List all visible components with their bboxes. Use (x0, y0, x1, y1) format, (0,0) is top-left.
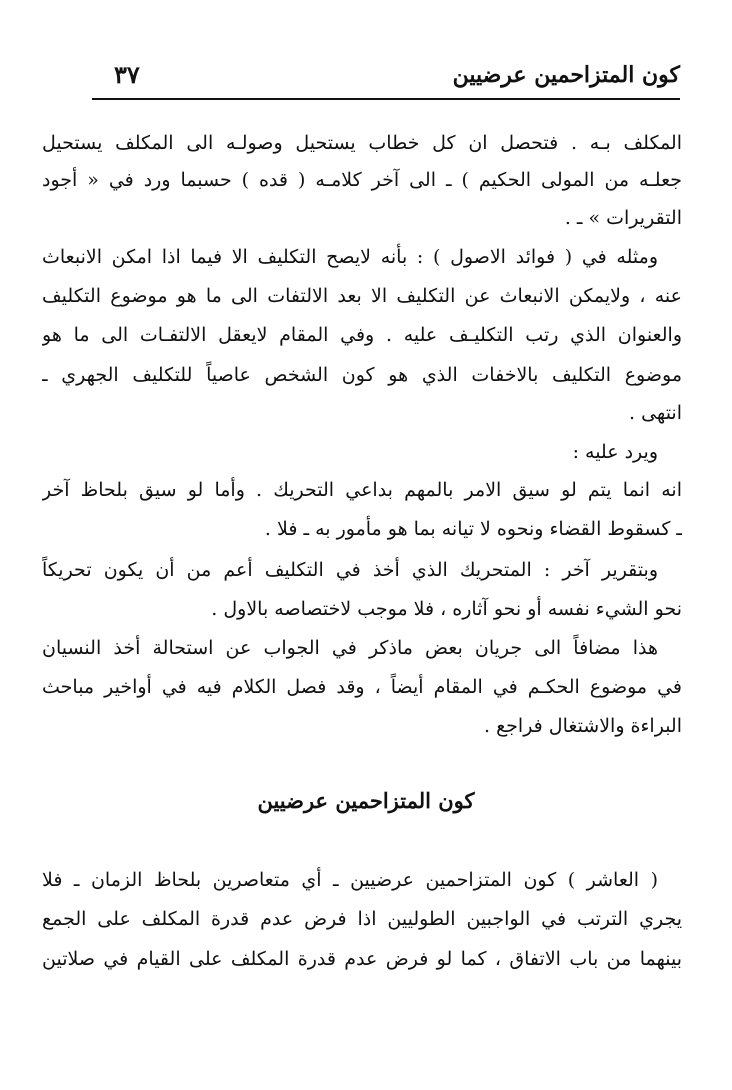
text-line: نحو الشيء نفسه أو نحو آثاره ، فلا موجب لاختصاصه بالاول . (211, 598, 682, 620)
running-header-title: كون المتزاحمين عرضيين (452, 62, 680, 88)
text-line: في موضوع الحكـم في المقام أيضاً ، وقد فصل الكلام فيه في أواخير مباحث (42, 676, 682, 698)
text-line: والعنوان الذي رتب التكليـف عليه . وفي المقام لايعقل الالتفـات الى ما هو (42, 324, 682, 346)
text-line: موضوع التكليف بالاخفات الذي هو كون الشخص عاصياً للتكليف الجهري ـ (42, 364, 682, 386)
header-rule (92, 98, 680, 100)
text-line: التقريرات » ـ . (564, 207, 682, 229)
page-number: ٣٧ (114, 60, 140, 89)
text-line: يجري الترتب في الواجبين الطوليين اذا فرض عدم قدرة المكلف على الجمع (42, 908, 682, 930)
paragraph-start-line: ويرد عليه : (572, 441, 658, 463)
text-line: جعلـه من المولى الحكيم ) ـ الى آخر كلامـه ( قده ) حسبما ورد في « أجود (42, 169, 682, 191)
text-line: بينهما من باب الاتفاق ، كما لو فرض عدم قدرة المكلف على القيام في صلاتين (42, 948, 682, 970)
paragraph-start-line: ومثله في ( فوائد الاصول ) : بأنه لايصح التكليف الا فيما اذا امكن الانبعاث (42, 246, 658, 268)
text-line: المكلف بـه . فتحصل ان كل خطاب يستحيل وصولـه الى المكلف يستحيل (42, 132, 682, 154)
text-line: عنه ، ولايمكن الانبعاث عن التكليف الا بعد الالتفات الى ما هو موضوع التكليف (42, 285, 682, 307)
running-header (92, 60, 680, 96)
text-line: ـ كسقوط القضاء ونحوه لا تيانه بما هو مأمور به ـ فلا . (264, 518, 682, 540)
text-line: انتهى . (629, 402, 682, 424)
text-line: البراءة والاشتغال فراجع . (483, 715, 682, 737)
section-heading: كون المتزاحمين عرضيين (257, 788, 475, 813)
paragraph-start-line: وبتقرير آخر : المتحريك الذي أخذ في التكليف أعم من أن يكون تحريكاً (42, 559, 658, 581)
paragraph-start-line: هذا مضافاً الى جريان بعض ماذكر في الجواب عن استحالة أخذ النسيان (42, 637, 658, 659)
paragraph-start-line: ( العاشر ) كون المتزاحمين عرضيين ـ أي متعاصرين بلحاظ الزمان ـ فلا (42, 869, 658, 891)
text-line: انه انما يتم لو سيق الامر بالمهم بداعي التحريك . وأما لو سيق بلحاظ آخر (42, 479, 682, 501)
